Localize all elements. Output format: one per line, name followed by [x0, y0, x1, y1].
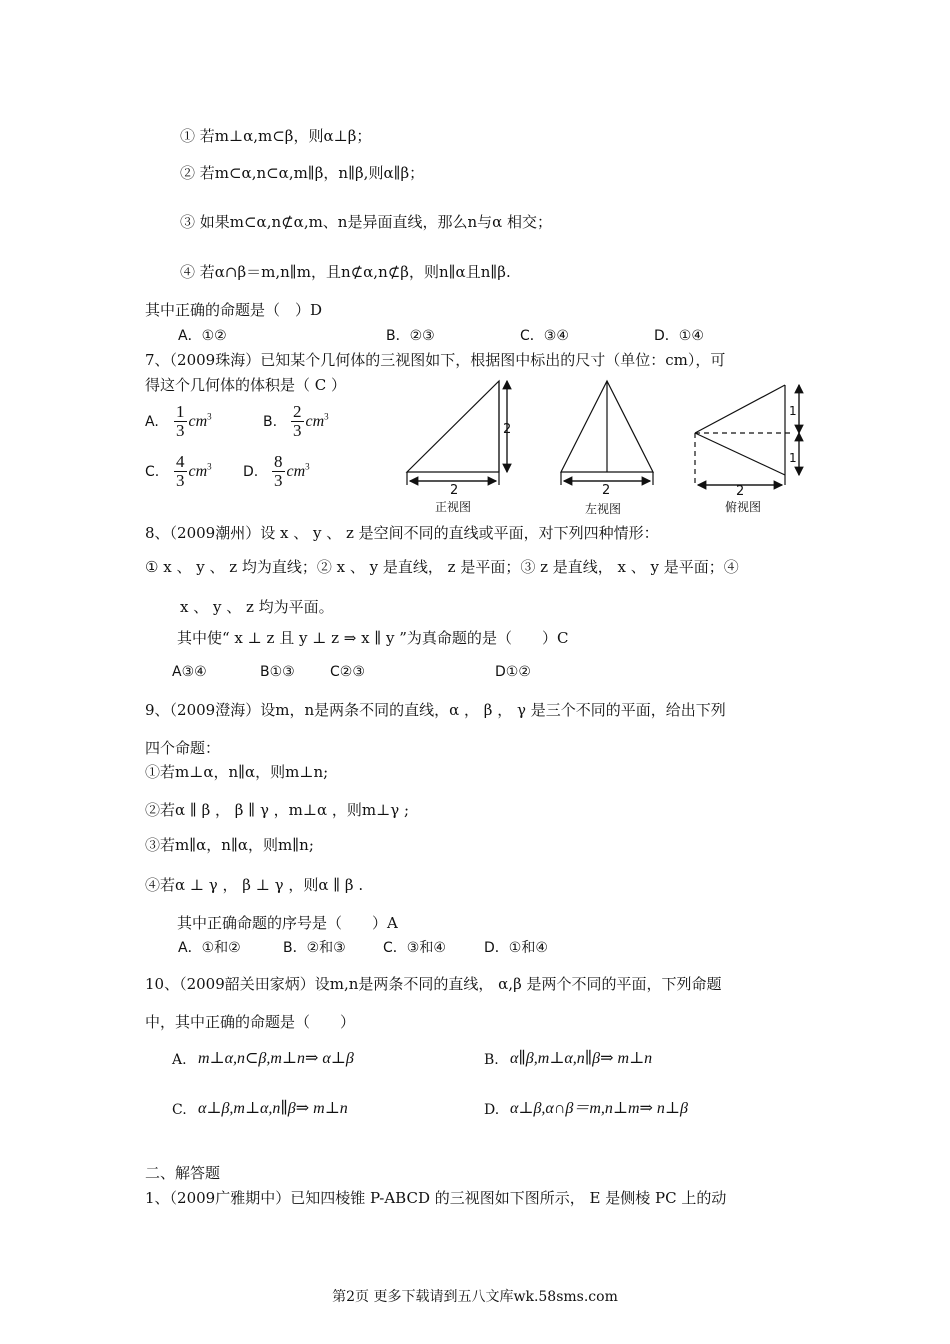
q6-statement-3: ③ 如果m⊂α,n⊄α,m、n是异面直线，那么n与α 相交； [180, 213, 553, 231]
q10-option-c-expr: α⊥β,m⊥α,n∥β⇒ m⊥n [198, 1100, 348, 1117]
q10-option-d-letter: D. [484, 1102, 500, 1118]
q9-statement-2: ②若α ∥ β ， β ∥ γ ，m⊥α ，则m⊥γ ; [145, 801, 410, 819]
q6-option-b: B．②③ [386, 328, 435, 344]
top-height-label-1: 1 [789, 404, 797, 418]
q7-option-c-value: $\frac{4}{3}$ $cm^3$ [176, 452, 212, 490]
q10-stem-line2: 中，其中正确的命题是（ ） [145, 1013, 356, 1031]
three-view-diagram [395, 375, 815, 520]
q10-option-c-letter: C. [172, 1102, 187, 1118]
q6-statement-4: ④ 若α∩β＝m,n∥m，且n⊄α,n⊄β，则n∥α且n∥β. [180, 263, 511, 281]
q9-statement-4: ④若α ⊥ γ ， β ⊥ γ ，则α ∥ β . [145, 876, 364, 894]
q9-option-a: A．①和② [178, 940, 241, 956]
q7-option-c-letter: C. [145, 464, 160, 480]
q9-option-d: D．①和④ [484, 940, 548, 956]
q8-stem-line2: ① x 、 y 、 z 均为直线；② x 、 y 是直线， z 是平面；③ z 是直线， x 、 y 是平面；④ [145, 558, 739, 576]
q8-stem-line3: x 、 y 、 z 均为平面。 [180, 598, 334, 616]
q7-option-b-fraction: $\frac{2}{3}$ [293, 402, 302, 440]
q8-option-c: C②③ [330, 664, 365, 680]
q9-statement-3: ③若m∥α，n∥α，则m∥n; [145, 836, 314, 854]
q6-option-a: A．①② [178, 328, 227, 344]
top-view-label: 俯视图 [725, 500, 762, 514]
q9-option-c: C．③和④ [383, 940, 446, 956]
front-view [407, 381, 507, 485]
q8-question: 其中使“ x ⊥ z 且 y ⊥ z ⇒ x ∥ y ”为真命题的是（ ）C [177, 629, 569, 647]
q6-option-d: D．①④ [654, 328, 704, 344]
q6-statement-2: ② 若m⊂α,n⊂α,m∥β，n∥β,则α∥β； [180, 164, 425, 182]
q7-option-b-letter: B. [263, 414, 278, 430]
section2-q1-stem: 1、（2009广雅期中）已知四棱锥 P-ABCD 的三视图如下图所示， E 是侧棱 PC 上的动 [145, 1189, 727, 1207]
q7-option-d-letter: D. [243, 464, 259, 480]
q6-option-c: C．③④ [520, 328, 569, 344]
top-width-label: 2 [736, 484, 745, 499]
q7-option-a-value: $\frac{1}{3}$ $cm^3$ [176, 402, 212, 440]
q8-stem-line1: 8、（2009潮州）设 x 、 y 、 z 是空间不同的直线或平面，对下列四种情形： [145, 524, 659, 542]
side-width-label: 2 [602, 483, 611, 498]
q10-option-a-expr: m⊥α,n⊂β,m⊥n⇒ α⊥β [198, 1050, 354, 1067]
q6-question: 其中正确的命题是（ ）D [145, 301, 323, 319]
top-view [695, 385, 799, 485]
q7-option-a-letter: A. [145, 414, 159, 430]
side-view-label: 左视图 [585, 502, 622, 516]
top-height-label-2: 1 [789, 451, 797, 465]
q7-stem-line1: 7、（2009珠海）已知某个几何体的三视图如下，根据图中标出的尺寸（单位：cm），可 [145, 351, 726, 369]
q8-option-b: B①③ [260, 664, 295, 680]
q9-option-b: B．②和③ [283, 940, 346, 956]
q8-option-d: D①② [495, 664, 531, 680]
q8-option-a: A③④ [172, 664, 207, 680]
q10-stem-line1: 10、（2009韶关田家炳）设m,n是两条不同的直线， α,β 是两个不同的平面，下列命题 [145, 975, 722, 993]
q9-statement-1: ①若m⊥α，n∥α，则m⊥n; [145, 763, 329, 781]
q10-option-b-letter: B. [484, 1052, 499, 1068]
q9-question: 其中正确命题的序号是（ ）A [177, 914, 398, 932]
q9-stem-line2: 四个命题： [145, 739, 221, 757]
q10-option-a-letter: A. [172, 1052, 187, 1068]
q7-option-c-fraction: $\frac{4}{3}$ [176, 452, 185, 490]
side-view [561, 381, 653, 485]
section-title: 二、解答题 [145, 1164, 221, 1182]
page-footer: 第2页 更多下载请到五八文库wk.58sms.com [332, 1289, 618, 1305]
q7-option-a-fraction: $\frac{1}{3}$ [176, 402, 185, 440]
q7-stem-line2: 得这个几何体的体积是（ C ） [145, 376, 347, 394]
q7-option-b-value: $\frac{2}{3}$ $cm^3$ [293, 402, 329, 440]
q10-option-b-expr: α∥β,m⊥α,n∥β⇒ m⊥n [510, 1050, 653, 1067]
q7-option-d-value: $\frac{8}{3}$ $cm^3$ [274, 452, 310, 490]
front-view-label: 正视图 [435, 500, 472, 514]
q6-statement-1: ① 若m⊥α,m⊂β，则α⊥β； [180, 127, 372, 145]
q9-stem-line1: 9、（2009澄海）设m，n是两条不同的直线，α ， β ， γ 是三个不同的平面，给出下列 [145, 701, 726, 719]
q7-option-d-fraction: $\frac{8}{3}$ [274, 452, 283, 490]
front-height-label: 2 [503, 422, 512, 437]
front-width-label: 2 [450, 483, 459, 498]
q10-option-d-expr: α⊥β,α∩β＝m,n⊥m⇒ n⊥β [510, 1100, 688, 1117]
